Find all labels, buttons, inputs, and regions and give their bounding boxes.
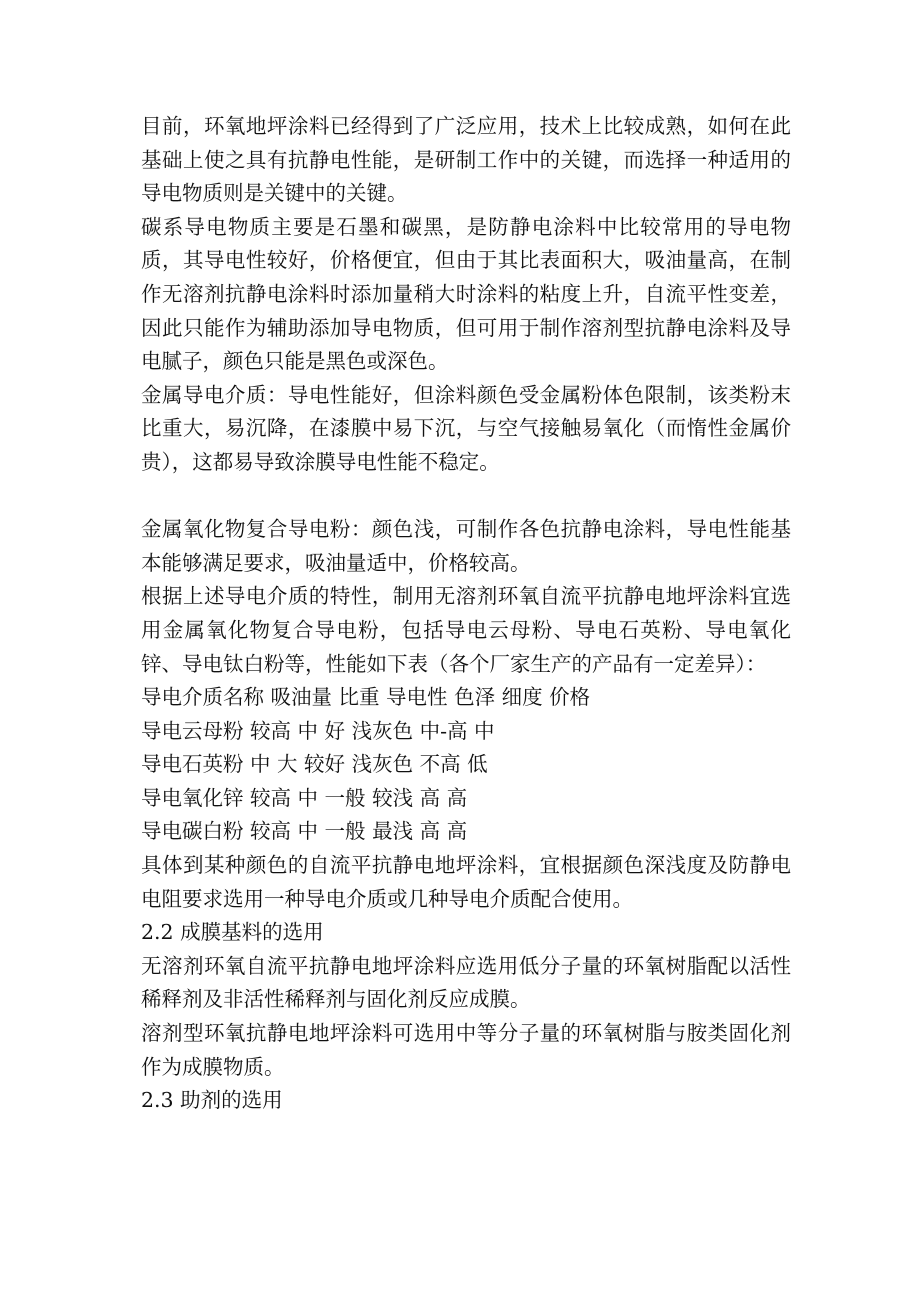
table-row: 导电云母粉 较高 中 好 浅灰色 中-高 中 [141,718,495,743]
paragraph-metal-materials: 金属导电介质：导电性能好，但涂料颜色受金属粉体色限制，该类粉末比重大，易沉降，在漆膜中易下沉，与空气接触易氧化（而惰性金属价贵），这都易导致涂膜导电性能不稳定。 [141,382,791,474]
paragraph-solventless-binder: 无溶剂环氧自流平抗静电地坪涂料应选用低分子量的环氧树脂配以活性稀释剂及非活性稀释剂与固化剂反应成膜。 [141,953,791,1012]
paragraph-metal-oxide-powder: 金属氧化物复合导电粉：颜色浅，可制作各色抗静电涂料，导电性能基本能够满足要求，吸油量适中，价格较高。 [141,517,791,575]
section-heading-2-2: 2.2 成膜基料的选用 [141,920,324,945]
properties-table [141,681,791,849]
paragraph-carbon-materials: 碳系导电物质主要是石墨和碳黑，是防静电涂料中比较常用的导电物质，其导电性较好，价格便宜，但由于其比表面积大，吸油量高，在制作无溶剂抗静电涂料时添加量稍大时涂料的粘度上升，自流平性变差，因此只能作为辅助添加导电物质，但可用于制作溶剂型抗静电涂料及导电腻子，颜色只能是黑色或深色。 [141,214,791,374]
paragraph-selection-basis: 根据上述导电介质的特性，制用无溶剂环氧自流平抗静电地坪涂料宜选用金属氧化物复合导电粉，包括导电云母粉、导电石英粉、导电氧化锌、导电钛白粉等，性能如下表（各个厂家生产的产品有一定差异）： [141,584,791,676]
table-row: 导电石英粉 中 大 较好 浅灰色 不高 低 [141,752,488,777]
table-row: 导电碳白粉 较高 中 一般 最浅 高 高 [141,819,468,844]
section-heading-2-3: 2.3 助剂的选用 [141,1088,283,1113]
table-header-row: 导电介质名称 吸油量 比重 导电性 色泽 细度 价格 [141,685,591,710]
document-body [141,110,791,1118]
paragraph-color-selection: 具体到某种颜色的自流平抗静电地坪涂料，宜根据颜色深浅度及防静电电阻要求选用一种导电介质或几种导电介质配合使用。 [141,853,791,911]
paragraph-solvent-binder: 溶剂型环氧抗静电地坪涂料可选用中等分子量的环氧树脂与胺类固化剂作为成膜物质。 [141,1021,791,1079]
paragraph-intro: 目前，环氧地坪涂料已经得到了广泛应用，技术上比较成熟，如何在此基础上使之具有抗静电性能，是研制工作中的关键，而选择一种适用的导电物质则是关键中的关键。 [141,114,791,206]
blank-line [141,480,791,514]
table-row: 导电氧化锌 较高 中 一般 较浅 高 高 [141,785,468,810]
